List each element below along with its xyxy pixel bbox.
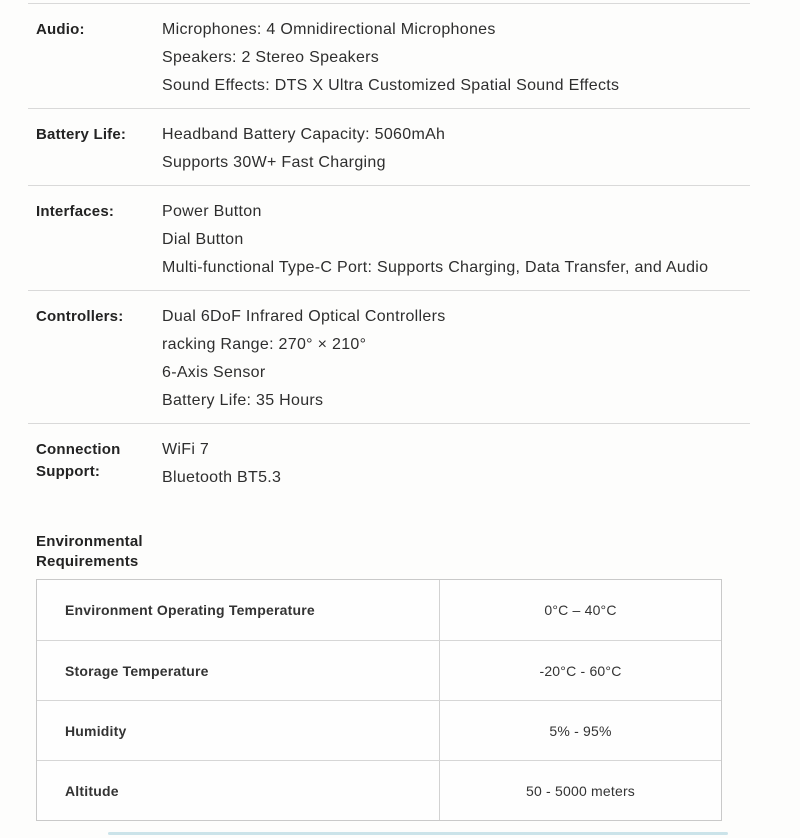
spec-label-interfaces: Interfaces:	[36, 203, 115, 220]
table-row	[37, 580, 721, 640]
spec-value-cell: 0°C – 40°C	[544, 602, 617, 618]
environmental-table	[36, 579, 722, 821]
spec-section-battery-life	[0, 109, 800, 185]
spec-values-audio	[162, 16, 780, 100]
table-row	[37, 700, 721, 760]
spec-values-interfaces	[162, 198, 780, 282]
spec-line: Dual 6DoF Infrared Optical Controllers	[162, 308, 446, 325]
spec-line: Multi-functional Type-C Port: Supports Charging, Data Transfer, and Audio	[162, 259, 709, 276]
spec-line: Sound Effects: DTS X Ultra Customized Spatial Sound Effects	[162, 77, 620, 94]
spec-label-connection-support: Connection Support:	[36, 441, 121, 480]
spec-line: Speakers: 2 Stereo Speakers	[162, 49, 380, 66]
environmental-heading-line1: Environmental	[36, 533, 143, 550]
spec-value-cell: 5% - 95%	[549, 722, 612, 739]
spec-line: Headband Battery Capacity: 5060mAh	[162, 126, 446, 143]
bottom-accent-line	[108, 832, 728, 835]
spec-values-battery-life	[162, 121, 780, 177]
spec-section-audio	[0, 4, 800, 108]
environmental-heading-line2: Requirements	[36, 553, 139, 570]
spec-label-audio: Audio:	[36, 21, 85, 38]
spec-value-cell: 50 - 5000 meters	[525, 782, 636, 799]
spec-line: Microphones: 4 Omnidirectional Microphones	[162, 21, 496, 38]
spec-line: 6-Axis Sensor	[162, 364, 266, 381]
spec-line: Power Button	[162, 203, 262, 220]
environmental-requirements-heading	[36, 532, 800, 572]
spec-name-cell: Altitude	[37, 761, 440, 820]
spec-line: racking Range: 270° × 210°	[162, 336, 367, 353]
spec-label-battery-life: Battery Life:	[36, 126, 127, 143]
spec-line: Battery Life: 35 Hours	[162, 392, 324, 409]
spec-line: Bluetooth BT5.3	[162, 469, 282, 486]
spec-section-interfaces	[0, 186, 800, 290]
spec-section-connection-support	[0, 424, 800, 500]
spec-values-connection-support	[162, 436, 780, 492]
spec-line: WiFi 7	[162, 441, 210, 458]
table-row	[37, 640, 721, 700]
spec-line: Supports 30W+ Fast Charging	[162, 154, 386, 171]
table-row	[37, 760, 721, 820]
spec-value-cell: -20°C - 60°C	[539, 662, 622, 679]
spec-name-cell: Environment Operating Temperature	[37, 580, 440, 640]
spec-label-controllers: Controllers:	[36, 308, 124, 325]
spec-section-controllers	[0, 291, 800, 423]
spec-name-cell: Humidity	[37, 701, 440, 760]
spec-values-controllers	[162, 303, 780, 415]
spec-name-cell: Storage Temperature	[37, 641, 440, 700]
spec-line: Dial Button	[162, 231, 244, 248]
